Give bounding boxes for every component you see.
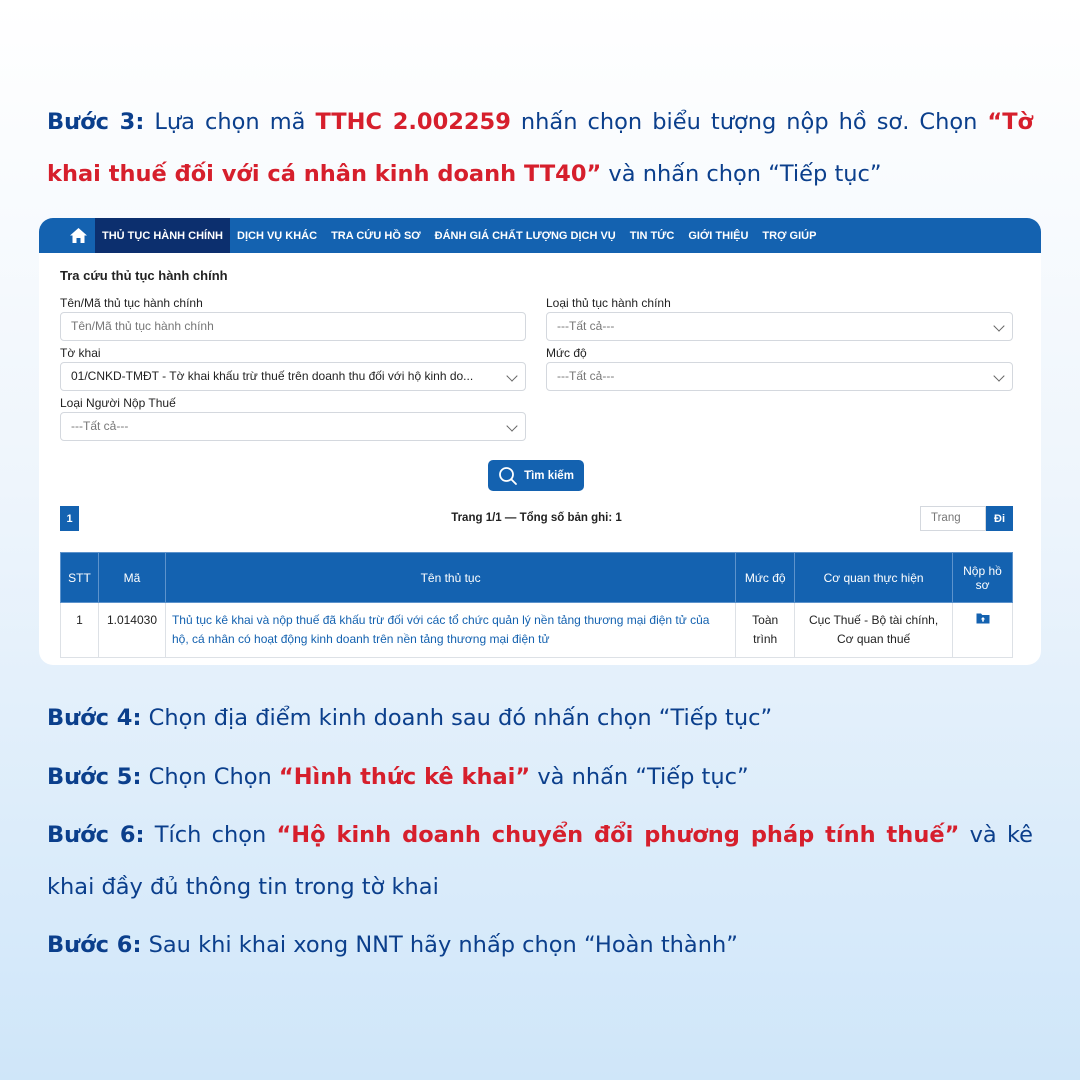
col-ten: Tên thủ tục bbox=[165, 553, 735, 603]
step-3-code: TTHC 2.002259 bbox=[315, 109, 511, 135]
level-field bbox=[546, 344, 1013, 391]
name-label: Tên/Mã thủ tục hành chính bbox=[60, 296, 203, 310]
step-3-form: “Tờ khai thuế đối với cá nhân kinh doanh TT40” bbox=[47, 109, 1034, 187]
cell-muc-do: Toàn trình bbox=[736, 603, 795, 658]
step-3-label: Bước 3: bbox=[47, 109, 145, 135]
section-title: Tra cứu thủ tục hành chính bbox=[60, 268, 228, 283]
step-6a-highlight: “Hộ kinh doanh chuyển đổi phương pháp tính thuế” bbox=[276, 822, 960, 848]
type-field bbox=[546, 294, 1013, 341]
col-ma: Mã bbox=[98, 553, 165, 603]
step-5-label: Bước 5: bbox=[47, 764, 142, 790]
table-row bbox=[61, 603, 1013, 658]
payer-field bbox=[60, 394, 526, 441]
step-4-label: Bước 4: bbox=[47, 705, 142, 731]
nav-item-tro-giup[interactable]: TRỢ GIÚP bbox=[762, 229, 817, 242]
goto-page-input[interactable]: Trang bbox=[920, 506, 986, 531]
name-input[interactable]: Tên/Mã thủ tục hành chính bbox=[60, 312, 526, 341]
form-field bbox=[60, 344, 526, 391]
payer-value: ---Tất cả--- bbox=[71, 419, 129, 433]
step-5-highlight: “Hình thức kê khai” bbox=[278, 764, 531, 790]
chevron-down-icon bbox=[506, 420, 517, 431]
cell-stt: 1 bbox=[61, 603, 99, 658]
search-button[interactable] bbox=[488, 460, 584, 491]
form-label: Tờ khai bbox=[60, 346, 101, 360]
level-select[interactable] bbox=[546, 362, 1013, 391]
step-6a-text bbox=[47, 809, 1033, 913]
step-4-body: Chọn địa điểm kinh doanh sau đó nhấn chọn “Tiếp tục” bbox=[141, 705, 773, 731]
page-info: Trang 1/1 — Tổng số bản ghi: 1 bbox=[451, 512, 622, 524]
col-muc-do: Mức độ bbox=[736, 553, 795, 603]
chevron-down-icon bbox=[506, 370, 517, 381]
nav-item-thu-tuc[interactable]: THỦ TỤC HÀNH CHÍNH bbox=[95, 218, 230, 253]
search-form bbox=[60, 283, 1013, 433]
step-5-text-2: và nhấn “Tiếp tục” bbox=[530, 764, 749, 790]
pagination bbox=[60, 506, 1013, 531]
payer-label: Loại Người Nộp Thuế bbox=[60, 396, 176, 410]
form-select[interactable] bbox=[60, 362, 526, 391]
type-label: Loại thủ tục hành chính bbox=[546, 296, 671, 310]
cell-co-quan: Cục Thuế - Bộ tài chính, Cơ quan thuế bbox=[795, 603, 953, 658]
type-value: ---Tất cả--- bbox=[557, 319, 615, 333]
step-4-text bbox=[47, 692, 1033, 744]
nav-item-gioi-thieu[interactable]: GIỚI THIỆU bbox=[688, 229, 749, 242]
chevron-down-icon bbox=[993, 370, 1004, 381]
nav-item-tin-tuc[interactable]: TIN TỨC bbox=[629, 229, 675, 242]
nav-item-danh-gia[interactable]: ĐÁNH GIÁ CHẤT LƯỢNG DỊCH VỤ bbox=[434, 229, 616, 242]
step-6b-text bbox=[47, 919, 1033, 971]
step-6b-body: Sau khi khai xong NNT hãy nhấp chọn “Hoàn thành” bbox=[141, 932, 738, 958]
nav-item-tra-cuu[interactable]: TRA CỨU HỒ SƠ bbox=[331, 229, 421, 242]
search-icon bbox=[498, 466, 518, 486]
cell-nop-ho-so bbox=[953, 603, 1013, 658]
type-select[interactable] bbox=[546, 312, 1013, 341]
col-nop-ho-so: Nộp hồ sơ bbox=[953, 553, 1013, 603]
cell-ten-link[interactable]: Thủ tục kê khai và nộp thuế đã khấu trừ đối với các tổ chức quản lý nền tảng thương mại điện tử của hộ, cá nhân có hoạt động kinh doanh trên nền tảng thương mại điện tử bbox=[165, 603, 735, 658]
name-field bbox=[60, 294, 526, 341]
step-6a-text-2: và kê khai đầy đủ thông tin trong tờ khai bbox=[47, 822, 1034, 900]
chevron-down-icon bbox=[993, 320, 1004, 331]
folder-upload-icon[interactable] bbox=[976, 611, 990, 630]
level-value: ---Tất cả--- bbox=[557, 369, 615, 383]
form-value: 01/CNKD-TMĐT - Tờ khai khấu trừ thuế trên doanh thu đối với hộ kinh do... bbox=[71, 369, 474, 383]
page-number-button[interactable]: 1 bbox=[60, 506, 79, 531]
step-3-text bbox=[47, 96, 1033, 200]
step-3-text-3: và nhấn chọn “Tiếp tục” bbox=[601, 161, 882, 187]
level-label: Mức độ bbox=[546, 346, 587, 360]
cell-ma: 1.014030 bbox=[98, 603, 165, 658]
step-3-text-1: Lựa chọn mã bbox=[144, 109, 316, 135]
top-navbar bbox=[39, 218, 1041, 253]
step-6a-label: Bước 6: bbox=[47, 822, 145, 848]
step-6a-text-1: Tích chọn bbox=[144, 822, 277, 848]
step-5-text bbox=[47, 751, 1033, 803]
step-5-text-1: Chọn Chọn bbox=[141, 764, 279, 790]
results-table bbox=[60, 552, 1013, 658]
table-header-row bbox=[61, 553, 1013, 603]
step-3-text-2: nhấn chọn biểu tượng nộp hồ sơ. Chọn bbox=[510, 109, 988, 135]
col-stt: STT bbox=[61, 553, 99, 603]
home-icon[interactable] bbox=[65, 218, 91, 253]
step-6b-label: Bước 6: bbox=[47, 932, 142, 958]
search-button-label: Tìm kiếm bbox=[524, 469, 574, 482]
goto-page-button[interactable]: Đi bbox=[986, 506, 1013, 531]
col-co-quan: Cơ quan thực hiện bbox=[795, 553, 953, 603]
portal-screenshot bbox=[39, 218, 1041, 665]
nav-item-dich-vu-khac[interactable]: DỊCH VỤ KHÁC bbox=[237, 229, 318, 242]
payer-select[interactable] bbox=[60, 412, 526, 441]
